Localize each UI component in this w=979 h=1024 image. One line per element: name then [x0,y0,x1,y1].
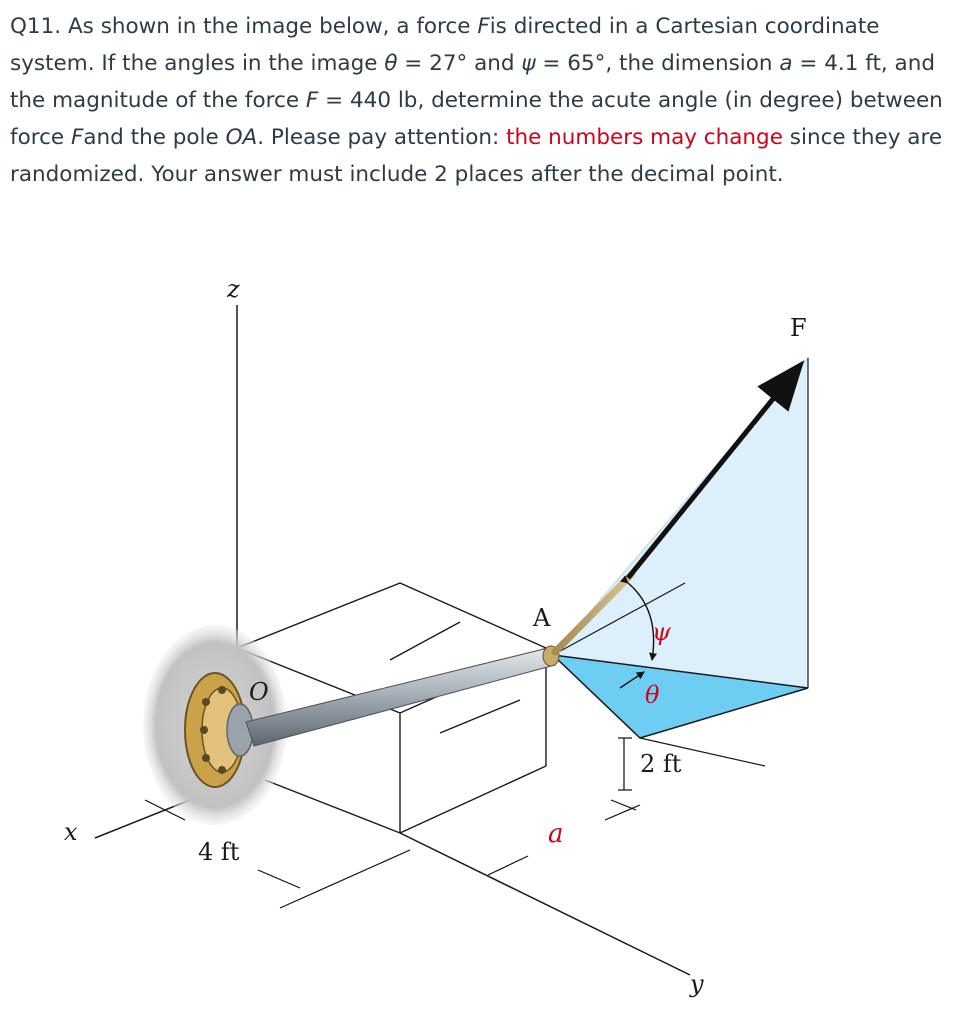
force-symbol: F [70,125,84,150]
question-segment: . Please pay attention: [257,125,507,150]
point-O-label: O [249,678,269,706]
question-segment: = 440 lb, determine the acute angle (in degree) between force [10,88,943,150]
theta-symbol: θ [384,51,398,76]
question-segment: = 27° and [397,51,522,76]
point-A-label: A [533,604,551,632]
dimension-2ft [618,738,632,790]
dimension-a-symbol: a [779,51,793,76]
theta-label: θ [645,681,660,709]
z-axis-label: z [227,275,240,303]
force-label: F [790,314,807,342]
dimension-a-label: a [548,819,564,849]
question-segment: and the pole [83,125,226,150]
x-axis-label: x [64,818,78,846]
question-segment: Q11. As shown in the image below, a force [10,14,478,39]
dimension-4ft-label: 4 ft [198,838,240,866]
y-axis [400,833,690,975]
force-plane [553,358,808,688]
dimension-2ft-label: 2 ft [640,750,682,778]
randomization-warning: the numbers may change [506,125,783,150]
force-symbol: F [305,88,319,113]
force-symbol: F [477,14,490,39]
question-segment: is directed in a Cartesian coordinate system. If the angles in the image [10,14,880,76]
psi-label: ψ [652,618,671,646]
y-axis-label: y [690,970,704,998]
pole-symbol: OA [225,125,258,150]
question-segment: = 65°, the dimension [535,51,780,76]
dimension-4ft [145,800,410,908]
question-segment: = 4.1 ft, and the magnitude of the force [10,51,936,113]
psi-symbol: ψ [521,51,536,76]
dimension-a [488,800,640,875]
question-segment: since they are randomized. Your answer must include 2 places after the decimal point. [10,125,943,187]
